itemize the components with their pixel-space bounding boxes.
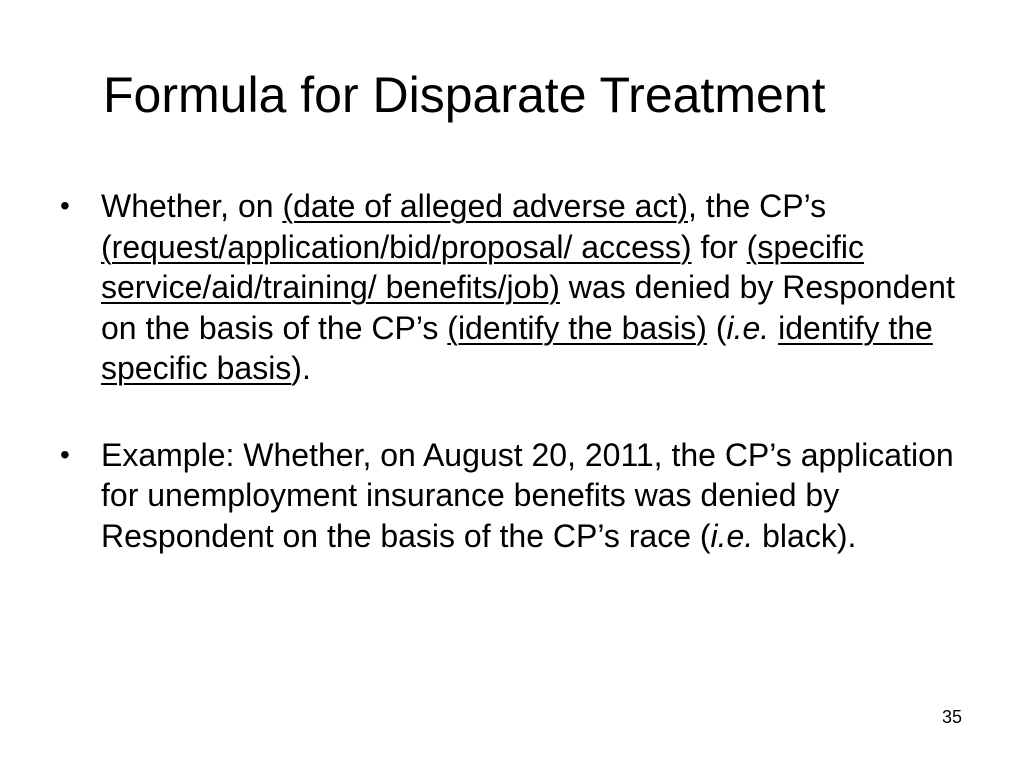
placeholder-date: (date of alleged adverse act) [282, 188, 689, 224]
bullet-text-formula [101, 188, 955, 386]
text-segment: was denied by Respondent on the basis of the CP’s [101, 269, 955, 346]
text-segment: Example: Whether, on August 20, 2011, the CP’s application for unemployment insurance benefits was denied by Respondent on the basis of the CP’s race ( [101, 436, 954, 554]
text-segment: Whether, on [101, 188, 283, 224]
text-segment: for [691, 228, 747, 265]
bullet-item-example [60, 435, 980, 557]
bullet-dot-icon: • [60, 438, 70, 470]
placeholder-service: (specific service/aid/training/ benefits/job) [101, 228, 865, 305]
placeholder-request: (request/application/bid/proposal/ access) [101, 228, 692, 265]
slide-title: Formula for Disparate Treatment [103, 67, 826, 123]
text-segment: ). [291, 350, 311, 386]
ie-abbreviation: i.e. [710, 517, 754, 554]
bullet-text-example [101, 437, 954, 554]
text-segment: black). [753, 517, 857, 554]
page-number: 35 [941, 707, 962, 727]
ie-abbreviation: i.e. [726, 309, 770, 346]
text-segment: , the CP’s [688, 188, 827, 224]
text-segment: ( [706, 309, 727, 346]
bullet-item-formula [60, 186, 980, 389]
bullet-dot-icon: • [60, 190, 70, 221]
placeholder-basis: (identify the basis) [447, 309, 707, 346]
bullet-list [60, 186, 980, 556]
placeholder-specific-basis: identify the specific basis [101, 309, 933, 386]
text-segment [769, 310, 778, 346]
